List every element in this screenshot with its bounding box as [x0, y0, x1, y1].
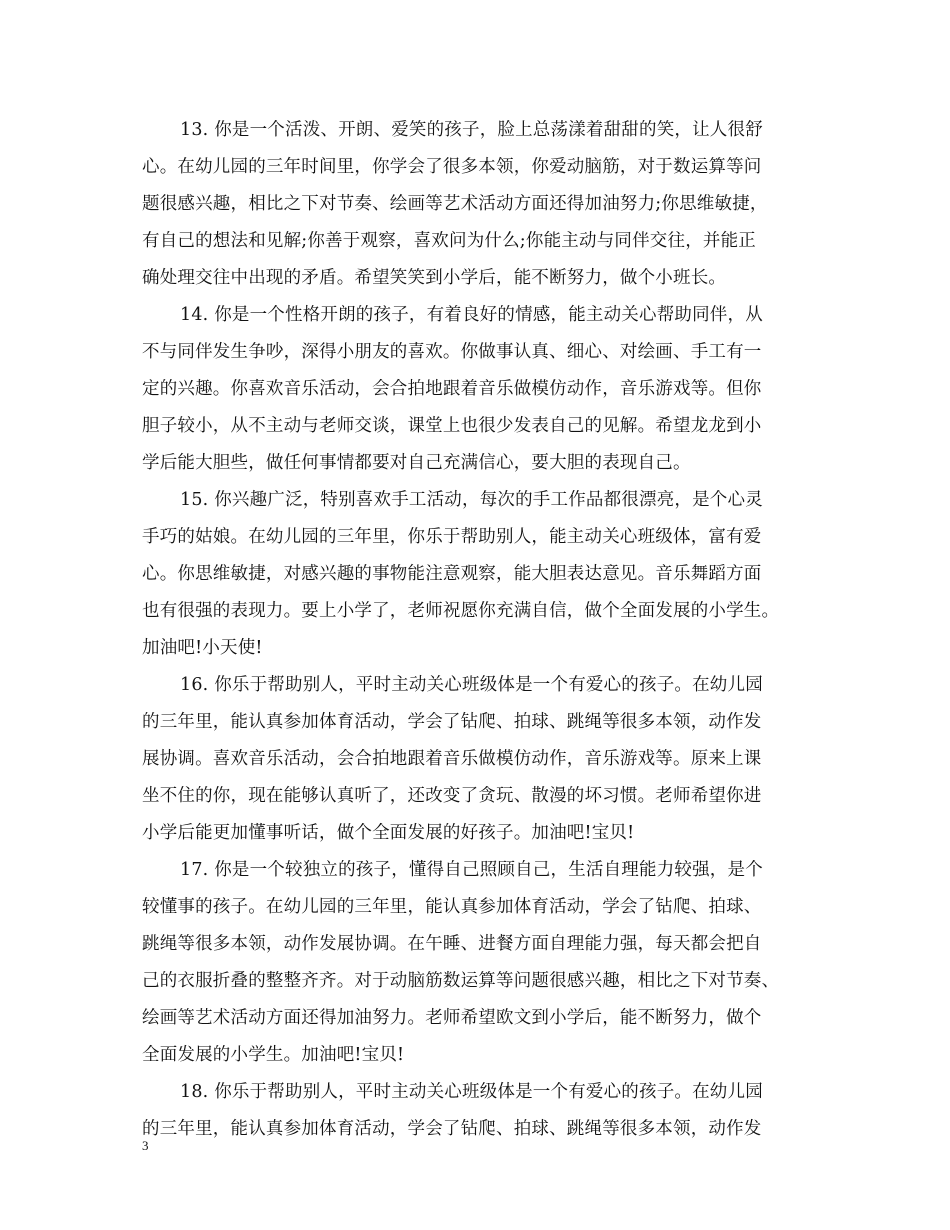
text-line: 17. 你是一个较独立的孩子，懂得自己照顾自己，生活自理能力较强，是个: [180, 860, 763, 880]
text-line: 手巧的姑娘。在幼儿园的三年里，你乐于帮助别人，能主动关心班级体，富有爱: [142, 527, 762, 547]
text-line: 的三年里，能认真参加体育活动，学会了钻爬、拍球、跳绳等很多本领，动作发: [142, 712, 762, 732]
text-line: 展协调。喜欢音乐活动，会合拍地跟着音乐做模仿动作，音乐游戏等。原来上课: [142, 749, 762, 769]
text-line: 14. 你是一个性格开朗的孩子，有着良好的情感，能主动关心帮助同伴，从: [180, 305, 763, 325]
text-line: 定的兴趣。你喜欢音乐活动，会合拍地跟着音乐做模仿动作，音乐游戏等。但你: [142, 379, 762, 399]
text-line: 坐不住的你，现在能够认真听了，还改变了贪玩、散漫的坏习惯。老师希望你进: [142, 786, 762, 806]
text-line: 不与同伴发生争吵，深得小朋友的喜欢。你做事认真、细心、对绘画、手工有一: [142, 342, 762, 362]
text-line: 心。在幼儿园的三年时间里，你学会了很多本领，你爱动脑筋，对于数运算等问: [142, 157, 762, 177]
text-line: 16. 你乐于帮助别人，平时主动关心班级体是一个有爱心的孩子。在幼儿园: [180, 675, 763, 695]
text-line: 有自己的想法和见解;你善于观察，喜欢问为什么;你能主动与同伴交往，并能正: [142, 231, 756, 251]
text-line: 全面发展的小学生。加油吧!宝贝!: [142, 1045, 405, 1065]
text-line: 己的衣服折叠的整整齐齐。对于动脑筋数运算等问题很感兴趣，相比之下对节奏、: [142, 971, 780, 991]
text-line: 加油吧!小天使!: [142, 638, 263, 658]
text-line: 确处理交往中出现的矛盾。希望笑笑到小学后，能不断努力，做个小班长。: [142, 268, 727, 288]
text-line: 较懂事的孩子。在幼儿园的三年里，能认真参加体育活动，学会了钻爬、拍球、: [142, 897, 762, 917]
text-line: 的三年里，能认真参加体育活动，学会了钻爬、拍球、跳绳等很多本领，动作发: [142, 1119, 762, 1139]
text-line: 小学后能更加懂事听话，做个全面发展的好孩子。加油吧!宝贝!: [142, 823, 635, 843]
text-line: 13. 你是一个活泼、开朗、爱笑的孩子，脸上总荡漾着甜甜的笑，让人很舒: [180, 120, 763, 140]
text-line: 题很感兴趣，相比之下对节奏、绘画等艺术活动方面还得加油努力;你思维敏捷，: [142, 194, 768, 214]
text-line: 胆子较小，从不主动与老师交谈，课堂上也很少发表自己的见解。希望龙龙到小: [142, 416, 762, 436]
text-line: 18. 你乐于帮助别人，平时主动关心班级体是一个有爱心的孩子。在幼儿园: [180, 1082, 763, 1102]
text-line: 绘画等艺术活动方面还得加油努力。老师希望欧文到小学后，能不断努力，做个: [142, 1008, 762, 1028]
text-line: 学后能大胆些，做任何事情都要对自己充满信心，要大胆的表现自己。: [142, 453, 691, 473]
text-line: 也有很强的表现力。要上小学了，老师祝愿你充满自信，做个全面发展的小学生。: [142, 601, 780, 621]
page-number: 3: [142, 1138, 149, 1153]
text-line: 15. 你兴趣广泛，特别喜欢手工活动，每次的手工作品都很漂亮，是个心灵: [180, 490, 763, 510]
text-line: 心。你思维敏捷，对感兴趣的事物能注意观察，能大胆表达意见。音乐舞蹈方面: [142, 564, 762, 584]
text-line: 跳绳等很多本领，动作发展协调。在午睡、进餐方面自理能力强，每天都会把自: [142, 934, 762, 954]
